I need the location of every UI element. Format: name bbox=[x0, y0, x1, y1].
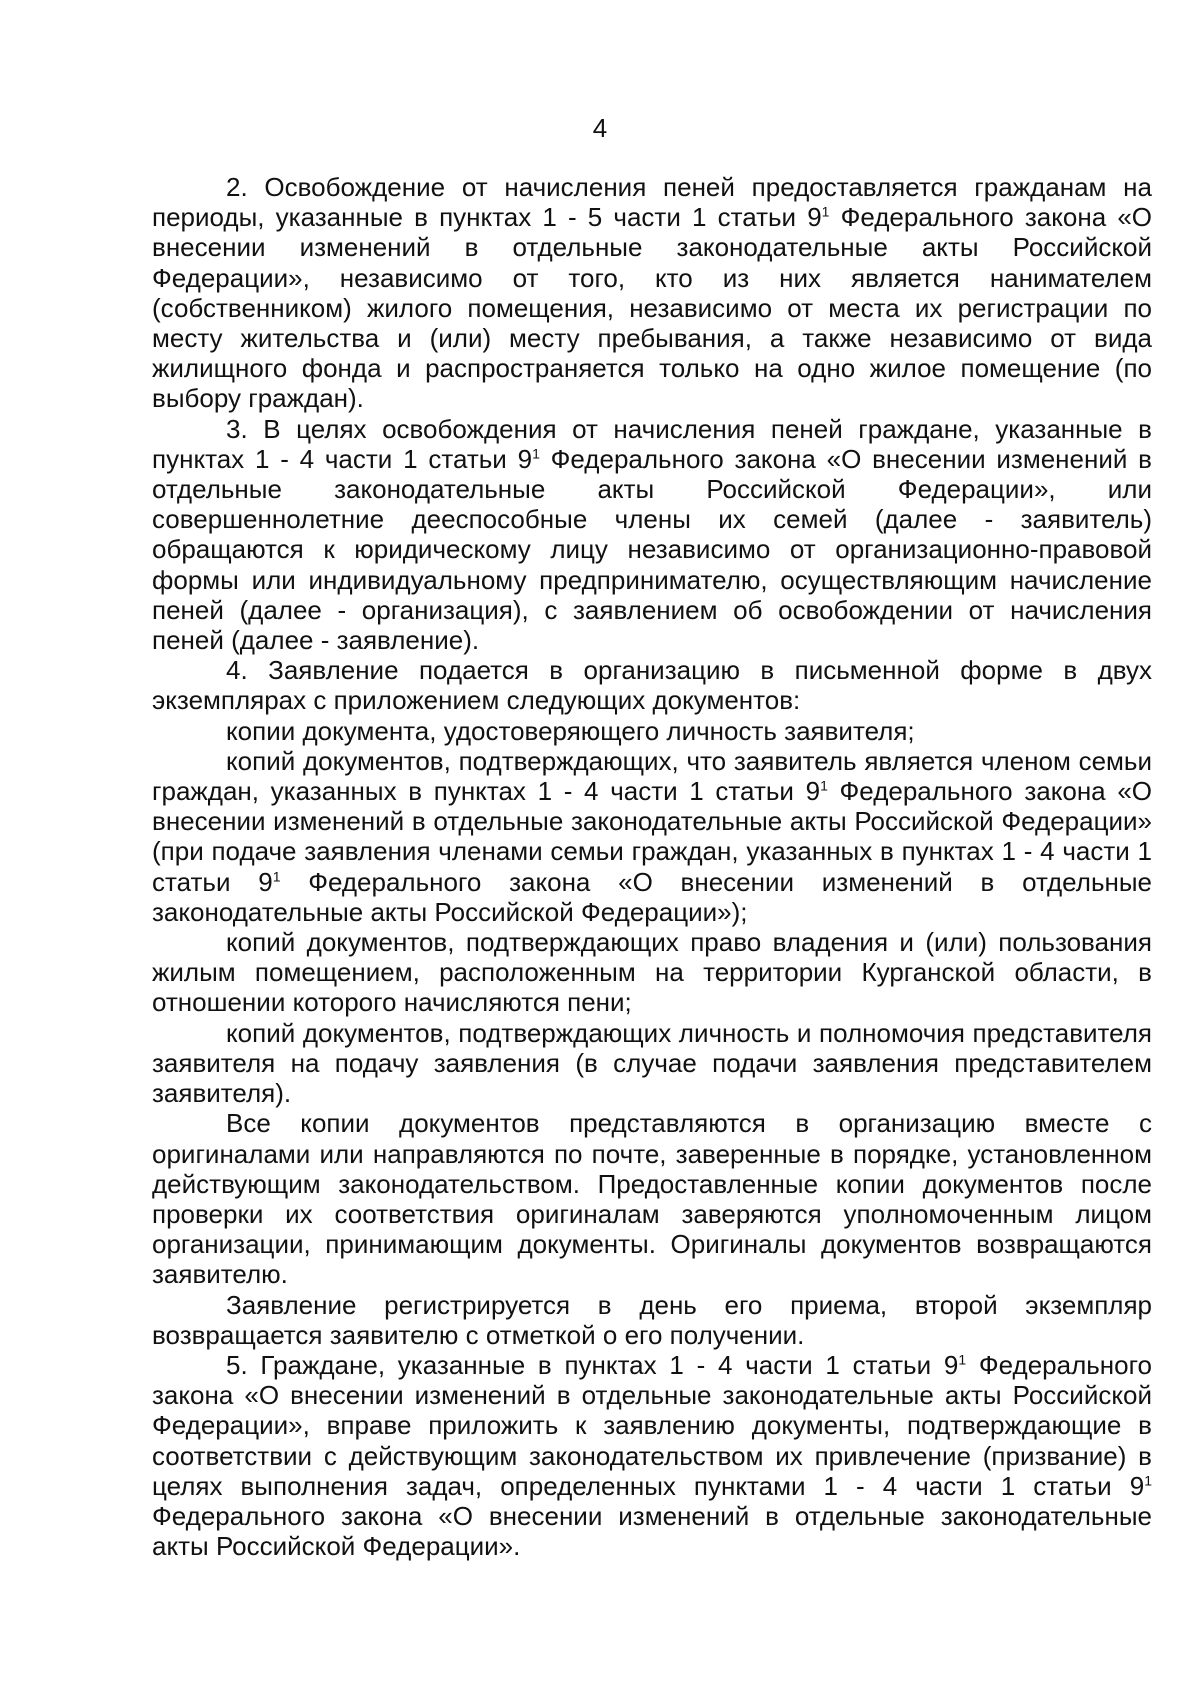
page-number: 4 bbox=[592, 113, 608, 143]
superscript: 1 bbox=[532, 445, 540, 462]
superscript: 1 bbox=[820, 777, 828, 794]
paragraph-item-3: 3. В целях освобождения от начисления пеней граждане, указанные в пунктах 1 - 4 части 1 статьи $9^1$ Федерального закона «О внесении изменений в отдельные законодательные акты Российской Федерации», или совершеннолетние дееспособные члены их семей (далее - заявитель) обращаются к юридическому лицу независимо от организационно-правовой формы или индивидуальному предпринимателю, осуществляющим начисление пеней (далее - организация), с заявлением об освобождении от начисления пеней (далее - заявление). bbox=[152, 413, 1152, 656]
superscript: 1 bbox=[1144, 1472, 1152, 1489]
paragraph-item-2: 2. Освобождение от начисления пеней предоставляется гражданам на периоды, указанные в пунктах 1 - 5 части 1 статьи $9^1$ Федерального закона «О внесении изменений в отдельные законодательные акты Российской Федерации», независимо от того, кто из них является нанимателем (собственником) жилого помещения, независимо от места их регистрации по месту жительства и (или) месту пребывания, а также независимо от вида жилищного фонда и распространяется только на одно жилое помещение (по выбору граждан). bbox=[152, 172, 1153, 414]
document-list-item-family: копий документов, подтверждающих, что заявитель является членом семьи граждан, указанных в пунктах 1 - 4 части 1 статьи $9^1$ Федерального закона «О внесении изменений в отдельные законодательные акты Российской Федерации» (при подаче заявления членами семьи граждан, указанных в пунктах 1 - 4 части 1 статьи $9^1$ Федерального закона «О внесении изменений в отдельные законодательные акты Российской Федерации»); bbox=[152, 745, 1153, 927]
paragraph-registration: Заявление регистрируется в день его приема, второй экземпляр возвращается заявителю с отметкой о его получении. bbox=[152, 1289, 1152, 1350]
superscript: 1 bbox=[821, 203, 830, 220]
paragraph-item-4: 4. Заявление подается в организацию в письменной форме в двух экземплярах с приложением следующих документов: bbox=[152, 655, 1152, 716]
paragraph-copies: Все копии документов представляются в организацию вместе с оригиналами или направляются по почте, заверенные в порядке, установленном действующим законодательством. Предоставленные копии документов после проверки их соответствия оригиналам заверяются уполномоченным лицом организации, принимающим документы. Оригиналы документов возвращаются заявителю. bbox=[152, 1108, 1152, 1290]
paragraph-item-5: 5. Граждане, указанные в пунктах 1 - 4 части 1 статьи $9^1$ Федерального закона «О внесении изменений в отдельные законодательные акты Российской Федерации», вправе приложить к заявлению документы, подтверждающие в соответствии с действующим законодательством их привлечение (призвание) в целях выполнения задач, определенных пунктами 1 - 4 части 1 статьи $9^1$ Федерального закона «О внесении изменений в отдельные законодательные акты Российской Федерации». bbox=[152, 1349, 1152, 1562]
superscript: 1 bbox=[272, 868, 281, 885]
document-body bbox=[152, 172, 1152, 1561]
document-list-item-identity: копии документа, удостоверяющего личность заявителя; bbox=[226, 715, 915, 746]
superscript: 1 bbox=[958, 1351, 967, 1368]
document-list-item-housing: копий документов, подтверждающих право владения и (или) пользования жилым помещением, расположенным на территории Курганской области, в отношении которого начисляются пени; bbox=[152, 927, 1152, 1018]
document-list-item-representative: копий документов, подтверждающих личность и полномочия представителя заявителя на подачу заявления (в случае подачи заявления представителем заявителя). bbox=[152, 1017, 1152, 1109]
